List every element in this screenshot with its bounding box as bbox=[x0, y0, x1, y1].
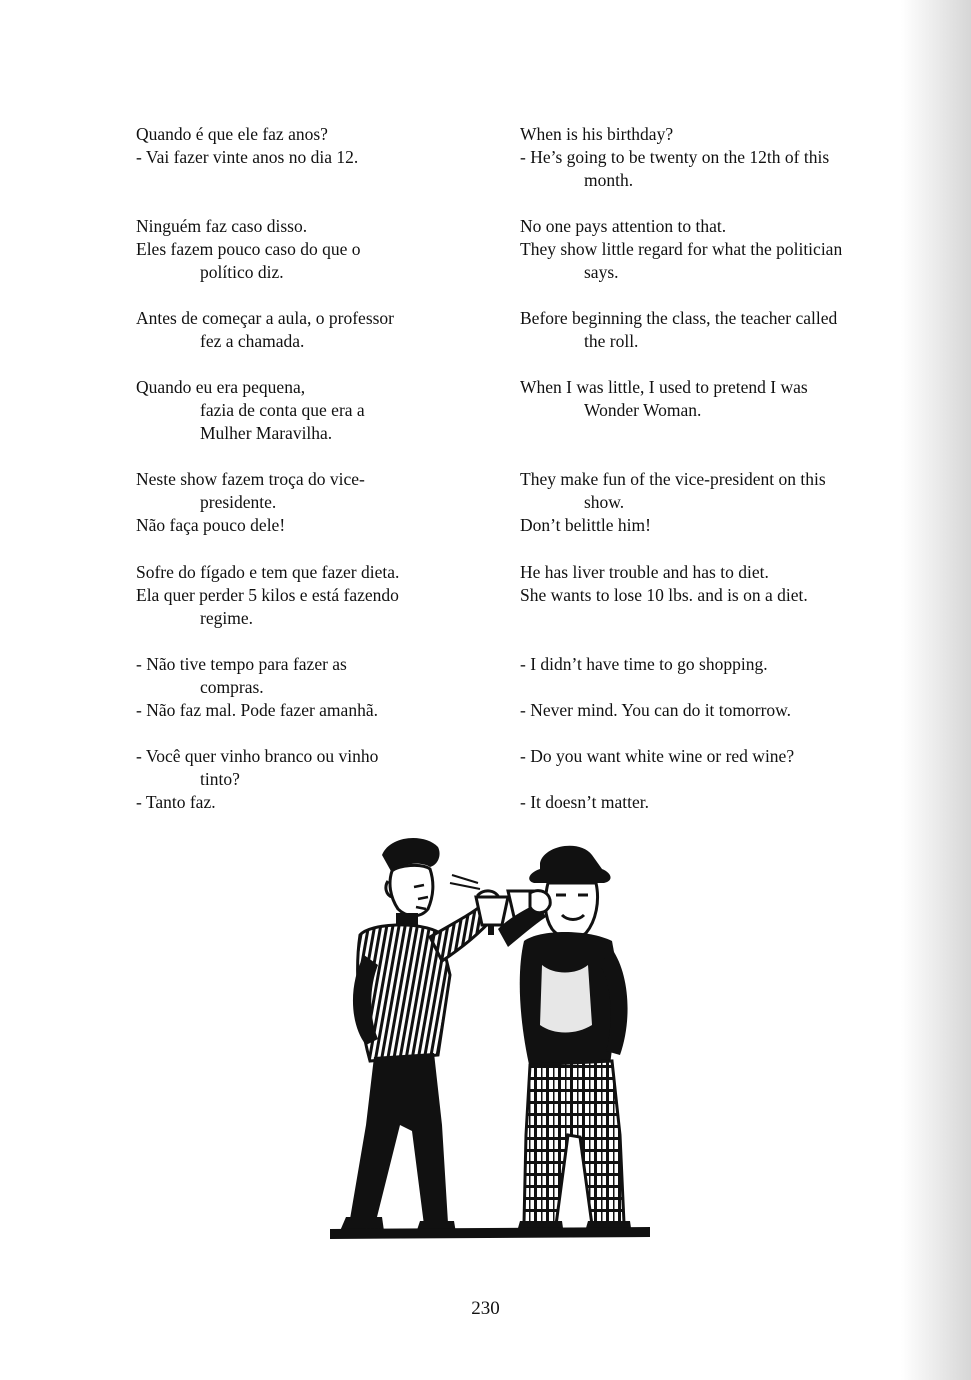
text-line: They show little regard for what the politician bbox=[520, 239, 843, 259]
en-entry-attention bbox=[520, 215, 910, 284]
en-entry-shopping bbox=[520, 653, 910, 722]
text-line: Eles fazem pouco caso do que o bbox=[136, 239, 361, 259]
text-line: - Vai fazer vinte anos no dia 12. bbox=[136, 147, 359, 167]
text-line: - Never mind. You can do it tomorrow. bbox=[520, 700, 792, 720]
text-line: the roll. bbox=[584, 331, 639, 351]
text-line: Ela quer perder 5 kilos e está fazendo bbox=[136, 585, 399, 605]
text-line: - He’s going to be twenty on the 12th of this bbox=[520, 147, 830, 167]
en-entry-birthday bbox=[520, 123, 910, 192]
en-entry-fun bbox=[520, 468, 910, 537]
text-line: When is his birthday? bbox=[520, 124, 674, 144]
page-number: 230 bbox=[471, 1298, 500, 1319]
text-line: No one pays attention to that. bbox=[520, 216, 727, 236]
text-line: político diz. bbox=[200, 262, 284, 282]
text-line: Quando eu era pequena, bbox=[136, 377, 306, 397]
text-line: Wonder Woman. bbox=[584, 400, 702, 420]
en-entry-pretend bbox=[520, 376, 910, 422]
en-entry-roll bbox=[520, 307, 910, 353]
pt-entry-shopping bbox=[136, 653, 496, 722]
text-line: Ninguém faz caso disso. bbox=[136, 216, 308, 236]
text-line: fez a chamada. bbox=[200, 331, 305, 351]
text-line: Antes de começar a aula, o professor bbox=[136, 308, 395, 328]
text-line: - I didn’t have time to go shopping. bbox=[520, 654, 768, 674]
text-line: says. bbox=[584, 262, 619, 282]
pt-entry-birthday bbox=[136, 123, 496, 169]
text-line: regime. bbox=[200, 608, 253, 628]
pt-entry-attention bbox=[136, 215, 496, 284]
text-line: Mulher Maravilha. bbox=[200, 423, 333, 443]
text-line: Neste show fazem troça do vice- bbox=[136, 469, 365, 489]
text-line: Quando é que ele faz anos? bbox=[136, 124, 328, 144]
text-line: - Você quer vinho branco ou vinho bbox=[136, 746, 379, 766]
toasting-men-illustration bbox=[330, 825, 650, 1245]
text-line: show. bbox=[584, 492, 625, 512]
pt-entry-diet bbox=[136, 561, 496, 630]
text-line: When I was little, I used to pretend I was bbox=[520, 377, 808, 397]
text-line: - Do you want white wine or red wine? bbox=[520, 746, 795, 766]
text-line: tinto? bbox=[200, 769, 240, 789]
text-line: He has liver trouble and has to diet. bbox=[520, 562, 769, 582]
pt-entry-roll bbox=[136, 307, 496, 353]
text-line: fazia de conta que era a bbox=[200, 400, 365, 420]
pt-entry-fun bbox=[136, 468, 496, 537]
text-line: month. bbox=[584, 170, 634, 190]
text-line: - Não tive tempo para fazer as bbox=[136, 654, 347, 674]
pt-entry-pretend bbox=[136, 376, 496, 445]
ground-line bbox=[330, 1227, 650, 1239]
text-line: Não faça pouco dele! bbox=[136, 515, 286, 535]
page-edge-shadow bbox=[901, 0, 971, 1380]
text-line: They make fun of the vice-president on this bbox=[520, 469, 826, 489]
text-line: - Tanto faz. bbox=[136, 792, 216, 812]
text-line: Don’t belittle him! bbox=[520, 515, 651, 535]
pt-entry-wine bbox=[136, 745, 496, 814]
text-line: She wants to lose 10 lbs. and is on a diet. bbox=[520, 585, 808, 605]
text-line: Before beginning the class, the teacher called bbox=[520, 308, 838, 328]
text-line: - Não faz mal. Pode fazer amanhã. bbox=[136, 700, 378, 720]
text-line: compras. bbox=[200, 677, 264, 697]
en-entry-wine bbox=[520, 745, 910, 814]
text-line: - It doesn’t matter. bbox=[520, 792, 649, 812]
en-entry-diet bbox=[520, 561, 910, 607]
text-line: Sofre do fígado e tem que fazer dieta. bbox=[136, 562, 400, 582]
text-line: presidente. bbox=[200, 492, 277, 512]
